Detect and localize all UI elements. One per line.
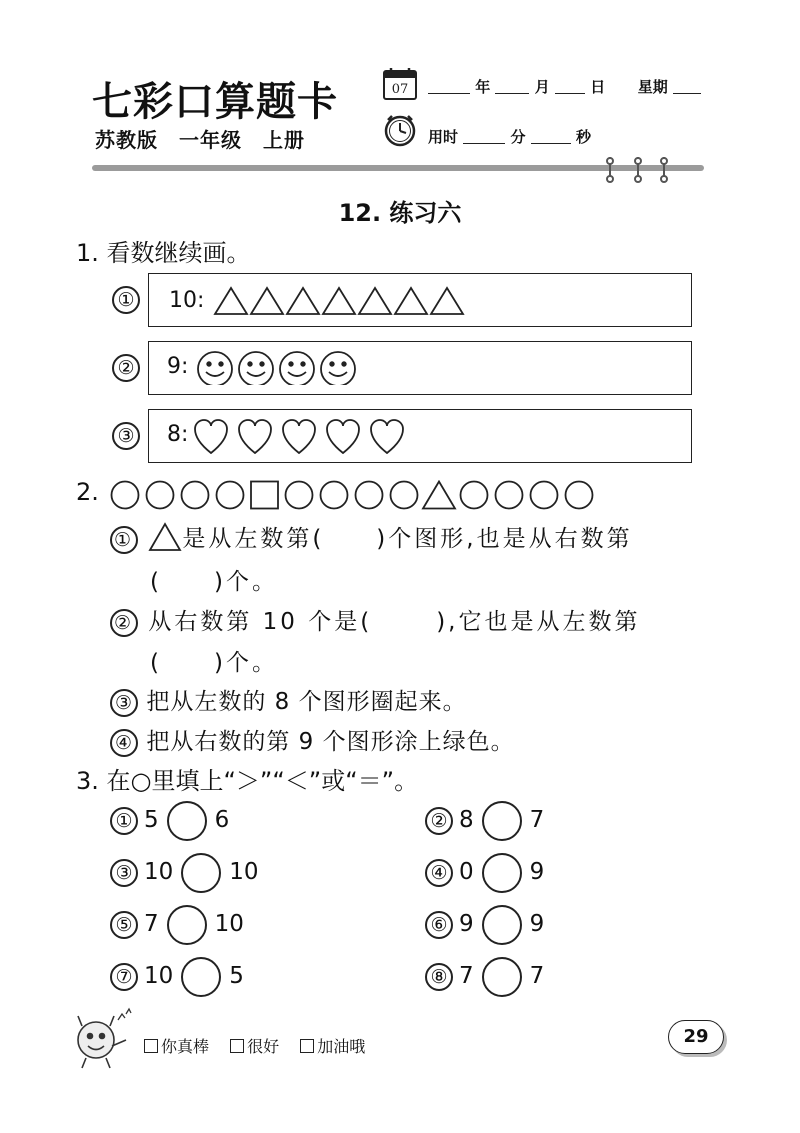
triangle-icon: [287, 288, 319, 314]
q2-shape-sequence[interactable]: [110, 480, 600, 510]
time-fields: [428, 126, 591, 147]
q2-text: 是从左数第(: [182, 526, 325, 552]
compare-item: ④ 0 9: [425, 852, 544, 892]
heart-row: [193, 418, 423, 454]
smiley-icon: [280, 352, 314, 385]
alarm-clock-icon: [382, 112, 418, 148]
calendar-icon: [382, 66, 418, 102]
answer-circle[interactable]: [482, 957, 522, 997]
month-blank[interactable]: [495, 93, 529, 94]
circle-shape: [461, 482, 488, 509]
weekday-blank[interactable]: [673, 93, 701, 94]
circle-shape: [566, 482, 593, 509]
smiley-icon: [321, 352, 355, 385]
q2-text: 把从右数的第 9 个图形涂上绿色。: [146, 729, 515, 755]
q2-item-1-cont: [150, 563, 278, 596]
circle-shape: [356, 482, 383, 509]
circle-shape: [112, 482, 139, 509]
q2-item-2-cont: [150, 644, 278, 677]
q2-text: )个。: [213, 569, 278, 595]
triangle-icon: [431, 288, 463, 314]
triangle-shape: [423, 482, 455, 509]
weekday-label: 星期: [637, 78, 668, 96]
compare-item: ② 8 7: [425, 800, 544, 840]
heart-icon: [327, 420, 359, 453]
circle-shape: [286, 482, 313, 509]
triangle-icon: [395, 288, 427, 314]
compare-item: ① 5 6: [110, 800, 229, 840]
triangle-icon: [359, 288, 391, 314]
answer-circle[interactable]: [181, 853, 221, 893]
self-rating: [144, 1034, 381, 1057]
calendar-day: 07: [391, 82, 409, 97]
day-blank[interactable]: [555, 93, 585, 94]
circle-shape: [531, 482, 558, 509]
heart-icon: [195, 420, 227, 453]
month-label: 月: [534, 78, 550, 96]
checkbox[interactable]: [144, 1039, 158, 1053]
date-fields: [428, 76, 701, 97]
q2-index: ①: [110, 526, 138, 554]
q2-text: 从右数第 10 个是(: [148, 609, 373, 635]
q2-item-2: [110, 603, 640, 637]
lesson-title: 12. 练习六: [338, 199, 462, 227]
circle-shape: [321, 482, 348, 509]
q1-heading: 1. 看数继续画。: [76, 239, 251, 267]
compare-item: ⑤ 7 10: [110, 904, 244, 944]
q1-drawing-box[interactable]: [148, 273, 692, 327]
q2-item-1: [110, 520, 633, 554]
heart-icon: [371, 420, 403, 453]
smiley-icon: [239, 352, 273, 385]
compare-item: ⑧ 7 7: [425, 956, 544, 996]
answer-circle[interactable]: [167, 905, 207, 945]
q1-index: ②: [112, 354, 140, 382]
triangle-icon: [323, 288, 355, 314]
q2-heading: 2.: [76, 478, 99, 506]
compare-item: ③ 10 10: [110, 852, 259, 892]
triangle-icon: [251, 288, 283, 314]
second-blank[interactable]: [531, 143, 571, 144]
heart-icon: [283, 420, 315, 453]
triangle-icon: [215, 288, 247, 314]
time-used-label: 用时: [428, 128, 459, 146]
answer-circle[interactable]: [167, 801, 207, 841]
binder-clips-icon: [600, 155, 680, 185]
circle-shape: [391, 482, 418, 509]
answer-circle[interactable]: [482, 905, 522, 945]
page-number: 29: [668, 1020, 724, 1054]
q2-text: )个。: [213, 650, 278, 676]
smiley-row: [195, 349, 375, 385]
rating-option[interactable]: 很好: [230, 1037, 279, 1056]
compare-item: ⑥ 9 9: [425, 904, 544, 944]
edition-label: 苏教版 一年级 上册: [95, 128, 305, 152]
q2-text: (: [150, 569, 162, 595]
q1-index: ③: [112, 422, 140, 450]
second-label: 秒: [575, 128, 591, 146]
q2-item-4: [110, 723, 515, 757]
day-label: 日: [590, 78, 606, 96]
answer-circle[interactable]: [482, 853, 522, 893]
q2-text: (: [150, 650, 162, 676]
compare-item: ⑦ 10 5: [110, 956, 244, 996]
q1-index: ①: [112, 286, 140, 314]
minute-blank[interactable]: [463, 143, 505, 144]
answer-circle[interactable]: [181, 957, 221, 997]
checkbox[interactable]: [230, 1039, 244, 1053]
circle-shape: [147, 482, 174, 509]
rating-option[interactable]: 加油哦: [300, 1037, 365, 1056]
brand-title: 七彩口算题卡: [92, 79, 338, 125]
circle-shape: [496, 482, 523, 509]
circle-shape: [217, 482, 244, 509]
year-blank[interactable]: [428, 93, 470, 94]
rating-option[interactable]: 你真棒: [144, 1037, 209, 1056]
q2-index: ③: [110, 689, 138, 717]
circle-shape: [182, 482, 209, 509]
q1-drawing-box[interactable]: [148, 409, 692, 463]
q1-count: 8:: [167, 422, 189, 447]
mascot-icon: [68, 1000, 140, 1072]
q3-heading: 3. 在○里填上“＞”“＜”或“＝”。: [76, 767, 419, 795]
q2-text: 把从左数的 8 个图形圈起来。: [146, 689, 467, 715]
q2-index: ④: [110, 729, 138, 757]
checkbox[interactable]: [300, 1039, 314, 1053]
answer-circle[interactable]: [482, 801, 522, 841]
year-label: 年: [475, 78, 491, 96]
q2-item-3: [110, 683, 467, 717]
q2-index: ②: [110, 609, 138, 637]
triangle-row: [213, 282, 473, 318]
q2-text: )个图形,也是从右数第: [376, 526, 633, 552]
q1-drawing-box[interactable]: [148, 341, 692, 395]
q2-text: ),它也是从左数第: [436, 609, 641, 635]
q1-count: 9:: [167, 354, 189, 379]
q1-count: 10:: [169, 288, 205, 313]
minute-label: 分: [510, 128, 526, 146]
heart-icon: [239, 420, 271, 453]
square-shape: [251, 482, 278, 509]
smiley-icon: [198, 352, 232, 385]
triangle-icon: [148, 522, 182, 552]
